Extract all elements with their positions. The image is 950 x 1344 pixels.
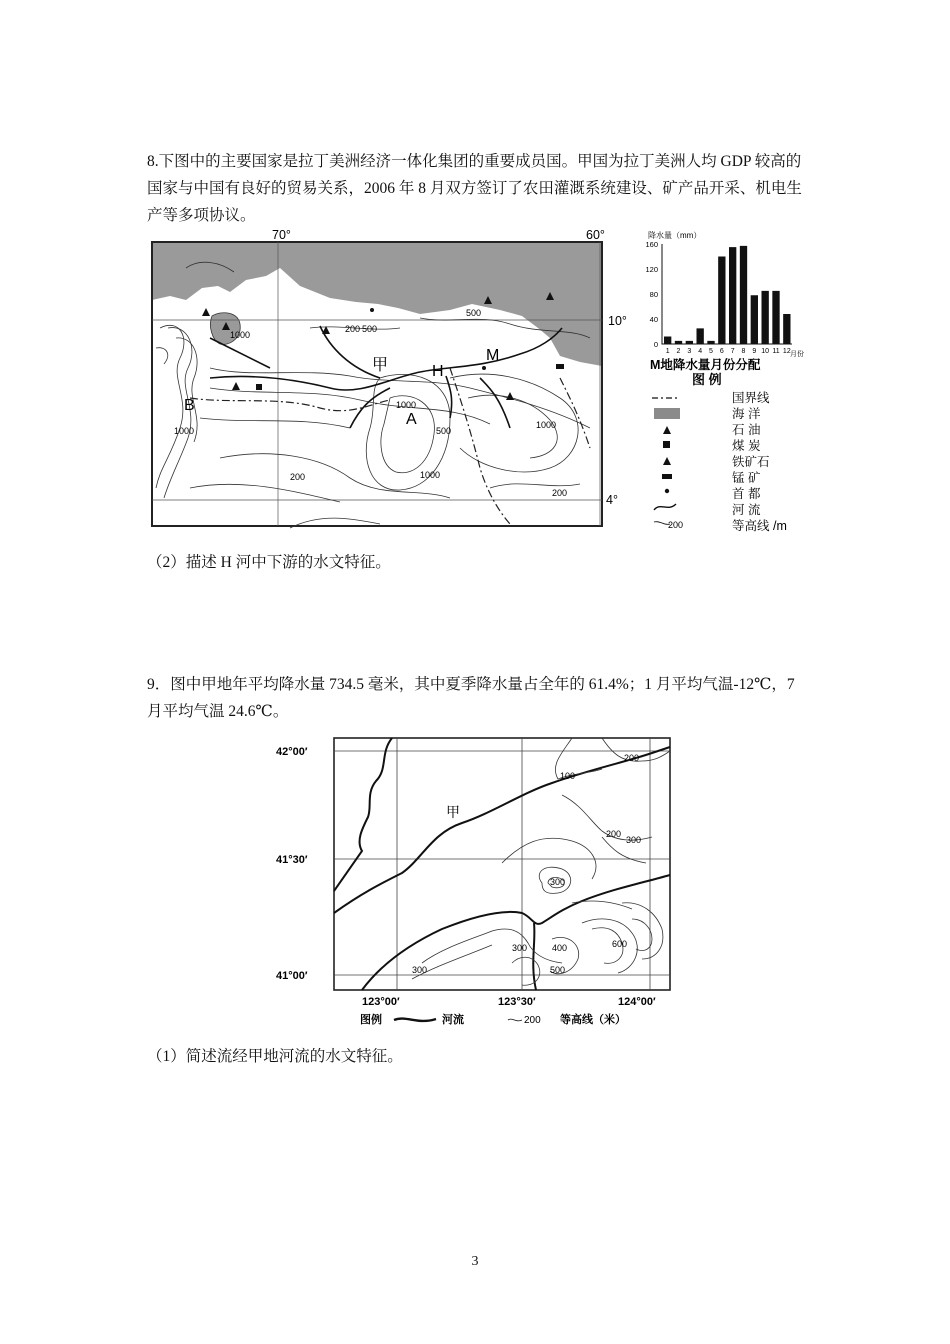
svg-text:1000: 1000: [420, 470, 441, 480]
svg-text:500: 500: [362, 324, 378, 334]
chart-bar: [718, 257, 725, 345]
legend-item-coal: 煤 炭: [732, 439, 761, 453]
chart-xlabel: 月份: [790, 351, 804, 358]
legend-item-oil: 石 油: [732, 423, 761, 437]
svg-text:200: 200: [624, 753, 640, 763]
lat-label-42: 42°00′: [276, 746, 308, 758]
map1-legend: [640, 370, 820, 532]
svg-text:600: 600: [612, 939, 628, 949]
lon-label-124: 124°00′: [618, 996, 656, 1008]
legend-item-border: 国界线: [732, 391, 770, 405]
chart-bar: [697, 328, 704, 344]
chart-x-tick: 3: [687, 348, 692, 355]
svg-text:200: 200: [606, 829, 622, 839]
chart-bar: [707, 341, 714, 344]
svg-text:200: 200: [290, 472, 306, 482]
map2-legend-contour: 等高线（米）: [560, 1014, 626, 1026]
label-b: B: [184, 397, 195, 414]
svg-text:100: 100: [560, 771, 576, 781]
river-jia: [334, 738, 392, 891]
chart-title: M地降水量月份分配: [650, 358, 761, 372]
svg-text:200: 200: [552, 488, 568, 498]
chart-bar: [751, 295, 758, 344]
chart-x-tick: 2: [676, 348, 681, 355]
chart-ylabel: 降水量（mm）: [648, 231, 702, 240]
label-m: M: [486, 347, 500, 364]
chart-x-tick: 5: [709, 348, 713, 355]
chart-y-tick: 0: [653, 340, 658, 349]
svg-text:1000: 1000: [174, 426, 195, 436]
map2-legend-river-symbol: [394, 1019, 436, 1021]
chart-bar: [664, 337, 671, 345]
svg-text:300: 300: [626, 835, 642, 845]
legend-item-manganese: 锰 矿: [732, 471, 761, 485]
chart-x-tick: 11: [772, 348, 780, 355]
oil-symbol: [663, 426, 671, 434]
legend-title: 图 例: [692, 372, 722, 387]
map2-frame: [334, 738, 670, 990]
lat-label-41: 41°00′: [276, 970, 308, 982]
chart-y-tick: 40: [649, 315, 658, 324]
legend-item-ocean: 海 洋: [732, 407, 761, 421]
legend-contour-sample: 200: [668, 520, 684, 530]
page-number: 3: [471, 1254, 479, 1269]
legend-item-river: 河 流: [732, 503, 761, 517]
manganese-symbol: [662, 474, 672, 479]
chart-x-tick: 6: [719, 348, 724, 355]
svg-text:300: 300: [550, 877, 566, 887]
label-a: A: [406, 411, 417, 428]
chart-bar: [783, 314, 790, 344]
map2-legend-title: 图例: [360, 1014, 382, 1026]
question-9-text: 9．图中甲地年平均降水量 734.5 毫米，其中夏季降水量占全年的 61.4%；1 月平均气温-12℃，7 月平均气温 24.6℃。: [147, 676, 795, 720]
chart-x-ticks: [666, 348, 791, 355]
question-8-text: 8.下图中的主要国家是拉丁美洲经济一体化集团的重要成员国。甲国为拉丁美洲人均 GDP 较高的国家与中国有良好的贸易关系，2006 年 8 月双方签订了农田灌溉系统建设、矿产品开采、机电生产等多项协议。: [147, 153, 802, 224]
lat-label-10: 10°: [608, 314, 627, 328]
legend-item-capital: 首 都: [732, 487, 761, 501]
question-8-sub-2: （2）描述 H 河中下游的水文特征。: [147, 554, 391, 571]
coal-symbol: [663, 441, 670, 448]
chart-bar: [675, 341, 682, 344]
legend-item-iron: 铁矿石: [732, 455, 770, 469]
lon-label-123-30: 123°30′: [498, 996, 536, 1008]
lon-label-123: 123°00′: [362, 996, 400, 1008]
lat-label-4: 4°: [606, 493, 618, 507]
chart-bar: [762, 291, 769, 344]
chart-x-tick: 12: [782, 348, 791, 355]
svg-text:1000: 1000: [396, 400, 417, 410]
svg-text:200: 200: [345, 324, 361, 334]
chart-x-tick: 4: [698, 348, 703, 355]
lon-label-60: 60°: [586, 228, 605, 242]
chart-y-tick: 160: [645, 240, 658, 249]
chart-bars: [664, 246, 791, 344]
chart-x-tick: 8: [741, 348, 746, 355]
svg-text:500: 500: [550, 965, 566, 975]
question-9-sub-1: （1）简述流经甲地河流的水文特征。: [147, 1048, 403, 1065]
svg-text:500: 500: [436, 426, 452, 436]
capital-symbol: [665, 489, 669, 493]
lat-label-41-30: 41°30′: [276, 854, 308, 866]
map-latin-america: [150, 228, 627, 530]
map2-legend-contour-symbol: [508, 1019, 522, 1021]
svg-text:300: 300: [512, 943, 528, 953]
svg-text:1000: 1000: [536, 420, 557, 430]
ocean-symbol: [654, 408, 680, 419]
chart-x-tick: 9: [752, 348, 757, 355]
chart-y-tick: 80: [649, 290, 658, 299]
svg-text:400: 400: [552, 943, 568, 953]
map2-legend-river: 河流: [442, 1014, 464, 1026]
map-topographic: [272, 733, 692, 1033]
svg-text:300: 300: [412, 965, 428, 975]
svg-text:500: 500: [466, 308, 482, 318]
chart-bar: [686, 341, 693, 344]
chart-x-tick: 7: [730, 348, 735, 355]
chart-bar: [772, 291, 779, 344]
ocean-area: [152, 242, 602, 366]
map2-legend-contour-sample: 200: [524, 1015, 541, 1026]
river-south: [362, 875, 670, 990]
m-precipitation-chart: [636, 228, 816, 372]
legend-item-contour: 等高线 /m: [732, 519, 787, 533]
river-symbol: [654, 504, 676, 510]
svg-text:1000: 1000: [230, 330, 251, 340]
chart-x-tick: 10: [761, 348, 770, 355]
chart-y-tick: 120: [645, 265, 658, 274]
lon-label-70: 70°: [272, 228, 291, 242]
chart-x-tick: 1: [665, 348, 670, 355]
label-jia: 甲: [372, 357, 389, 374]
label-jia-2: 甲: [446, 804, 460, 820]
iron-ore-symbol: [663, 457, 671, 465]
chart-bar: [729, 247, 736, 344]
chart-bar: [740, 246, 747, 344]
label-h: H: [432, 363, 444, 380]
